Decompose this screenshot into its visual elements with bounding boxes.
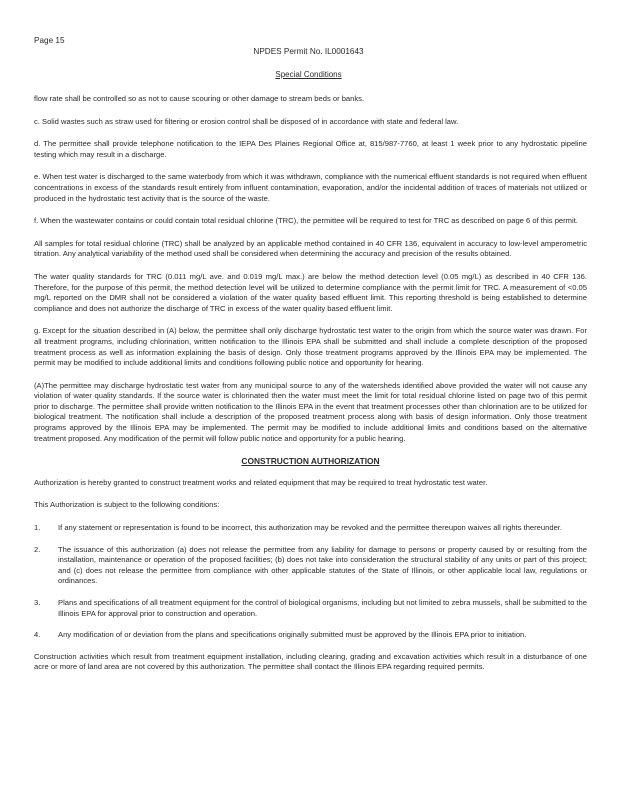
condition-text: Any modification of or deviation from the plans and specifications originally submitted must be approved by the Illinois EPA prior to initiation.: [58, 630, 527, 640]
paragraph-f: f. When the wastewater contains or could contain total residual chlorine (TRC), the permittee will be required to test for TRC as described on page 6 of this permit.: [34, 216, 578, 226]
authorization-intro: Authorization is hereby granted to construct treatment works and related equipment that may be required to treat hydrostatic test water.: [34, 477, 488, 487]
page-number: Page 15: [34, 36, 65, 45]
condition-text: The issuance of this authorization (a) does not release the permittee from any liability for damage to persons or property caused by or resulting from the installation, maintenance or operation of the proposed facilities; (b) does not take into consideration the structural stability of any units or part of this project; and (c) does not release the permittee from compliance with other applicable statutes of the State of Illinois, or other applicable local law, regulations or ordinances.: [58, 544, 587, 586]
paragraph-c: c. Solid wastes such as straw used for filtering or erosion control shall be disposed of in accordance with state and federal law.: [34, 116, 459, 126]
paragraph-e: e. When test water is discharged to the same waterbody from which it was withdrawn, compliance with the numerical effluent standards is not required when effluent concentrations in excess of the standards result entirely from influent contamination, evaporation, and/or the incidental addition of traces of materials not utilized or produced in the hydrostatic test activity that is the source of the waste.: [34, 172, 587, 203]
authorization-subject: This Authorization is subject to the following conditions:: [34, 500, 220, 510]
condition-item: [34, 523, 587, 534]
paragraph-g: g. Except for the situation described in (A) below, the permittee shall only discharge hydrostatic test water to the origin from which the source water was drawn. For all treatment programs, including chlorination, written notification to the Illinois EPA shall be submitted and shall include a complete description of the proposed treatment process as well as information explaining the basis of design. Only those treatment programs approved by the Illinois EPA may be implemented. The permit may be modified to include additional limits and conditions following public notice and opportunity for hearing.: [34, 326, 587, 368]
paragraph-a: (A)The permittee may discharge hydrostatic test water from any municipal source to any of the watersheds identified above provided the water will not cause any violation of water quality standards. If the source water is chlorinated then the water must meet the limit for total residual chlorine listed on page two of this permit prior to discharge. The permittee shall provide written notification to the Illinois EPA in the event that treatment processes other than chlorination are to be utilized for biological treatment. The notification shall include a description of the proposed treatment process along with basis of design information. Only those treatment programs approved by the Illinois EPA may be implemented. The permit may be modified to include additional limits and conditions based on the alternative treatment proposed. Any modification of the permit will follow public notice and opportunity for a public hearing.: [34, 380, 587, 443]
paragraph-flow-rate: flow rate shall be controlled so as not to cause scouring or other damage to stream beds or banks.: [34, 94, 365, 103]
construction-authorization-heading: CONSTRUCTION AUTHORIZATION: [241, 456, 380, 467]
paragraph-trc-standards: The water quality standards for TRC (0.011 mg/L ave. and 0.019 mg/L max.) are below the method detection level (0.05 mg/L) as described in 40 CFR 136. Therefore, for the purpose of this permit, the method detection level will be utilized to determine compliance with the permit limit for TRC. A measurement of <0.05 mg/L reported on the DMR shall not be considered a violation of the water quality based effluent limit. This reporting threshold is being established to determine compliance and does not authorize the discharge of TRC in excess of the water quality based effluent limit.: [34, 271, 587, 313]
condition-text: Plans and specifications of all treatment equipment for the control of biological organisms, including but not limited to zebra mussels, shall be submitted to the Illinois EPA for approval prior to construction and operation.: [58, 598, 587, 618]
paragraph-trc-samples: All samples for total residual chlorine (TRC) shall be analyzed by an applicable method contained in 40 CFR 136, equivalent in accuracy to low-level amperometric titration. Any analytical variability of the method used shall be considered when determining the accuracy and precision of the results obtained.: [34, 238, 587, 259]
condition-item: [34, 598, 587, 619]
condition-text: If any statement or representation is found to be incorrect, this authorization may be revoked and the permittee thereupon waives all rights thereunder.: [58, 523, 563, 533]
condition-item: [34, 630, 587, 641]
document-body: [34, 94, 587, 685]
special-conditions-title: Special Conditions: [275, 70, 342, 79]
condition-item: [34, 545, 587, 587]
construction-closing: Construction activities which result from treatment equipment installation, including clearing, grading and excavation activities which result in a disturbance of one acre or more of land area are not covered by this authorization. The permittee shall contact the Illinois EPA regarding required permits.: [34, 651, 587, 672]
condition-number: 2.: [34, 544, 41, 554]
condition-number: 1.: [34, 523, 41, 533]
permit-number: NPDES Permit No. IL0001643: [253, 47, 364, 56]
paragraph-d: d. The permittee shall provide telephone notification to the IEPA Des Plaines Regional Office at, 815/987-7760, at least 1 week prior to any hydrostatic pipeline testing which may result in a discharge.: [34, 139, 587, 159]
condition-number: 4.: [34, 630, 41, 640]
condition-number: 3.: [34, 598, 41, 607]
